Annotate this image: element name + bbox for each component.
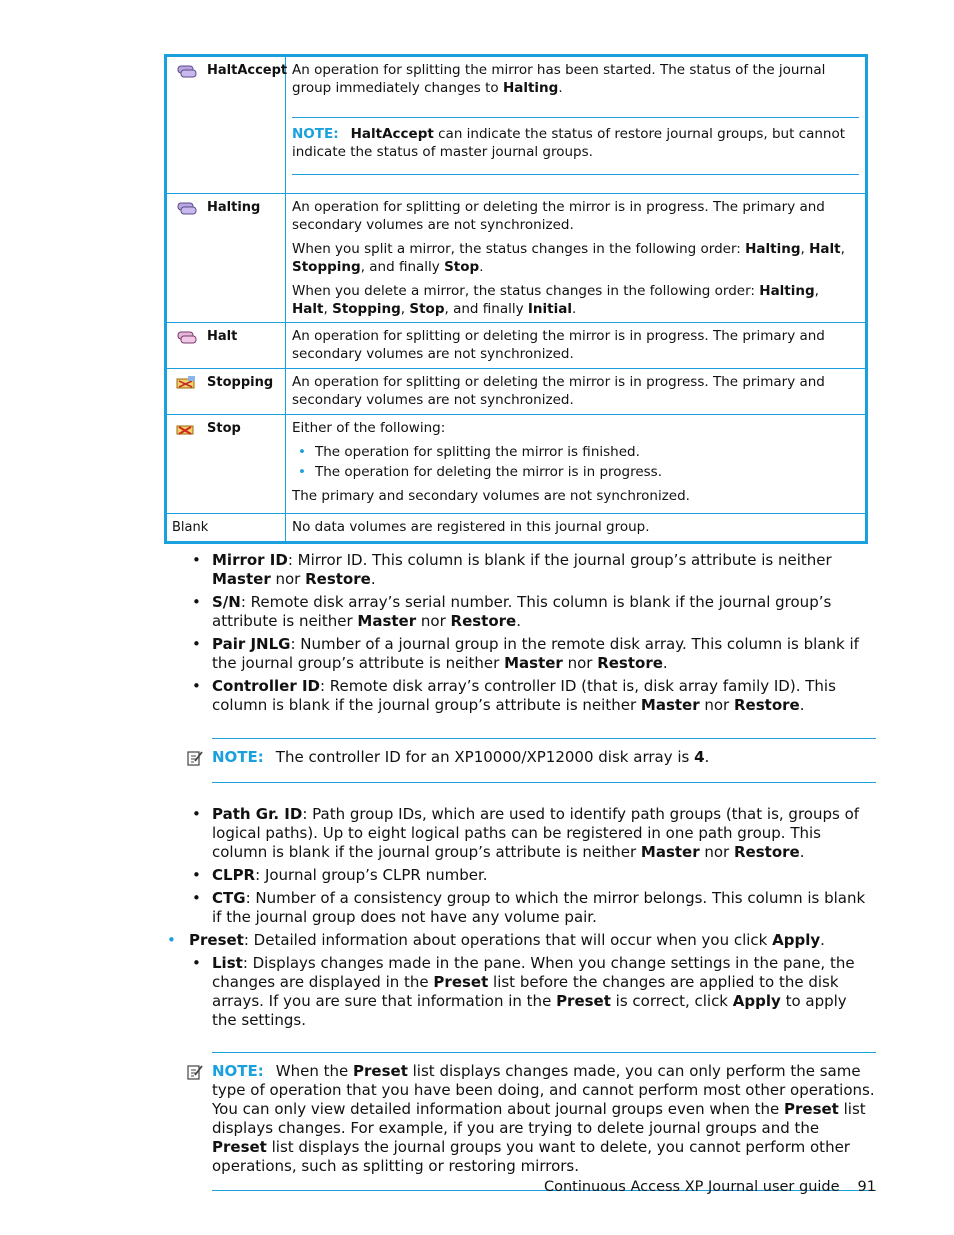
list-item: • CLPR: Journal group’s CLPR number. [164, 866, 876, 885]
stop-icon [175, 421, 197, 437]
table-row: Stop Either of the following: • The operation for splitting the mirror is finished. • The operation for deleting the mirror is in progress. The primary and secondary volumes are not synchronized. [167, 414, 865, 513]
table-row: Blank No data volumes are registered in this journal group. [167, 513, 865, 541]
footer-title: Continuous Access XP Journal user guide [543, 1179, 840, 1195]
status-cell: HaltAccept [167, 57, 286, 193]
table-row: Halting An operation for splitting or deleting the mirror is in progress. The primary and secondary volumes are not synchronized. When you split a mirror, the status changes in the following order: Halting, Halt, Stopping, and finally Stop. When you delete a mirror, the status changes in the following order: Halting, Halt, Stopping, Stop, and finally Initial. [167, 193, 865, 322]
note-icon [186, 1063, 204, 1081]
note-box: NOTE: The controller ID for an XP10000/XP12000 disk array is 4. [212, 738, 876, 783]
list-item: • S/N: Remote disk array’s serial number. This column is blank if the journal group’s attribute is neither Master nor Restore. [164, 593, 876, 631]
bullet-list [292, 444, 859, 482]
list-item: • Preset: Detailed information about operations that will occur when you click Apply. [164, 931, 876, 950]
halt-icon [175, 329, 197, 345]
page-footer [0, 1179, 876, 1195]
list-item: • The operation for splitting the mirror is finished. [292, 444, 859, 462]
list-item: • Pair JNLG: Number of a journal group in the remote disk array. This column is blank if the journal group’s attribute is neither Master nor Restore. [164, 635, 876, 673]
list-item: • The operation for deleting the mirror is in progress. [292, 464, 859, 482]
list-item: • Controller ID: Remote disk array’s controller ID (that is, disk array family ID). This column is blank if the journal group’s attribute is neither Master nor Restore. [164, 677, 876, 715]
stopping-icon [175, 375, 197, 391]
page-number: 91 [857, 1179, 876, 1195]
note-box: NOTE: When the Preset list displays changes made, you can only perform the same type of operation that you have been doing, and cannot perform most other operations. You can only view detailed information about journal groups even when the Preset list displays changes. For example, if you are trying to delete journal groups and the Preset list displays the journal groups you want to delete, you cannot perform other operations, such as splitting or restoring mirrors. [212, 1052, 876, 1191]
note-icon [186, 749, 204, 767]
halting-icon [175, 200, 197, 216]
haltaccept-icon [175, 63, 197, 79]
list-item: • List: Displays changes made in the pane. When you change settings in the pane, the changes are displayed in the Preset list before the changes are applied to the disk arrays. If you are sure that information in the Preset is correct, click Apply to apply the settings. [164, 954, 876, 1030]
note-box: NOTE: HaltAccept can indicate the status of restore journal groups, but cannot indicate the status of master journal groups. [292, 117, 859, 175]
body-text [164, 551, 876, 1191]
list-item: • Path Gr. ID: Path group IDs, which are used to identify path groups (that is, groups of logical paths). Up to eight logical paths can be registered in one path group. This column is blank if the journal group’s attribute is neither Master nor Restore. [164, 805, 876, 862]
table-row: Halt An operation for splitting or deleting the mirror is in progress. The primary and secondary volumes are not synchronized. [167, 322, 865, 368]
list-item: • Mirror ID: Mirror ID. This column is blank if the journal group’s attribute is neither Master nor Restore. [164, 551, 876, 589]
list-item: • CTG: Number of a consistency group to which the mirror belongs. This column is blank if the journal group does not have any volume pair. [164, 889, 876, 927]
table-row: Stopping An operation for splitting or deleting the mirror is in progress. The primary and secondary volumes are not synchronized. [167, 368, 865, 414]
table-row: HaltAccept An operation for splitting the mirror has been started. The status of the journal group immediately changes to Halting. NOTE: HaltAccept can indicate the status of restore journal groups, but cannot indicate the status of master journal groups. [167, 57, 865, 193]
status-table [164, 54, 868, 544]
